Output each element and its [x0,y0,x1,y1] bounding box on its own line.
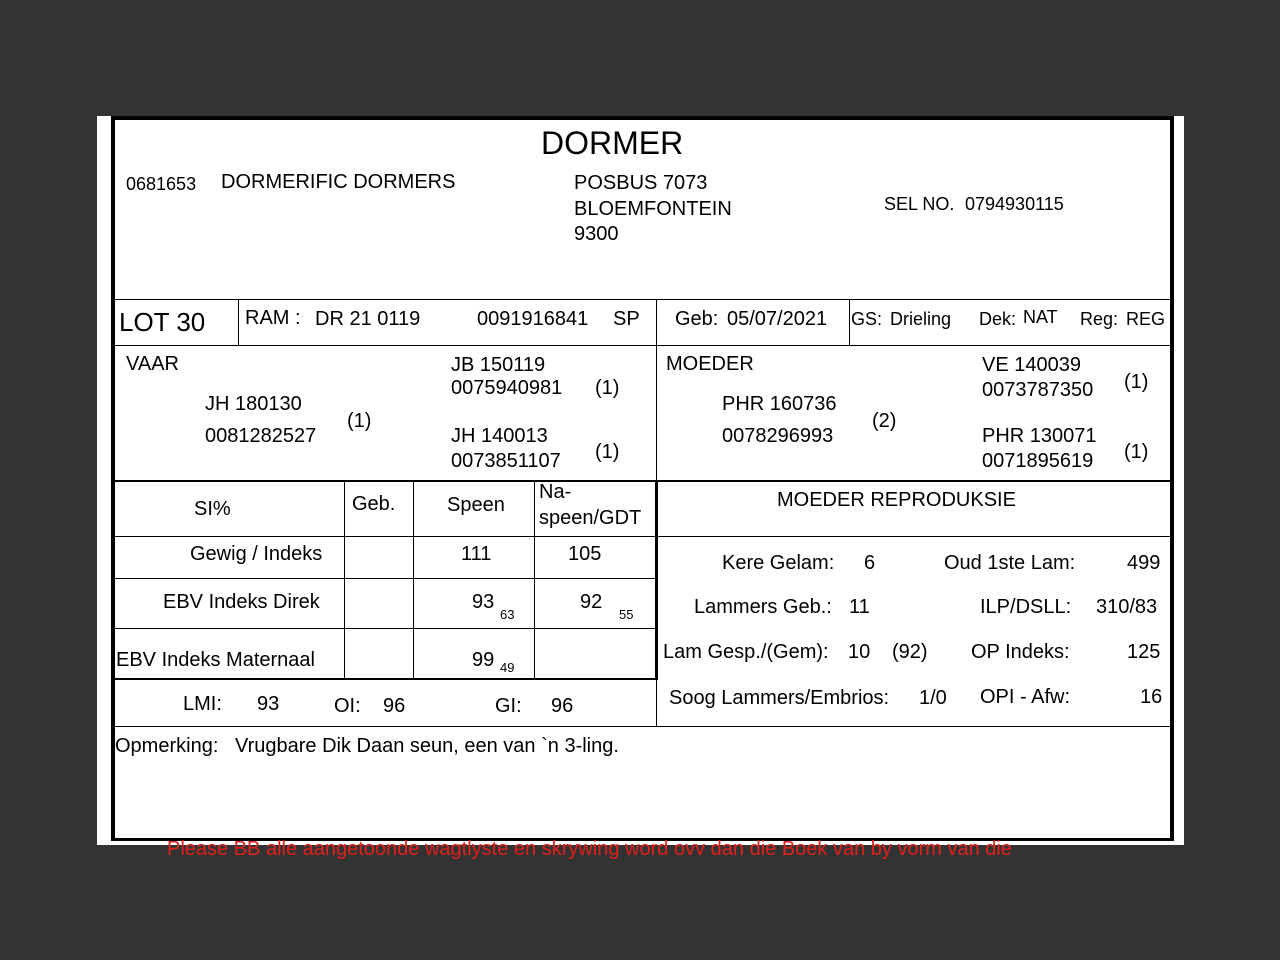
sire-sire-id: JB 150119 [451,354,546,376]
row-direk-speen-accuracy: 63 [500,607,515,622]
divider-pedigree [113,480,1172,482]
naspeen-header-line-1: Na- [539,481,572,503]
si-header: SI% [194,498,231,520]
divider-si-right [655,481,658,680]
birth-date-label: Geb: [675,308,719,330]
ram-label: RAM : [245,307,301,329]
sire-label: VAAR [126,353,179,375]
naspeen-header-line-2: speen/GDT [539,507,642,529]
divider-repro-header [658,536,1172,537]
breeder-name: DORMERIFIC DORMERS [221,171,456,193]
dek-value: NAT [1023,307,1058,327]
lot-label: LOT 30 [119,307,206,337]
divider-remark [113,726,1172,727]
lam-gesp-label: Lam Gesp./(Gem): [663,641,829,663]
sire-dam-id: JH 140013 [451,425,548,447]
row-label-ebv-direk: EBV Indeks Direk [163,591,320,613]
dam-sire-count: (1) [1124,371,1149,393]
opi-afw-label: OPI - Afw: [980,686,1071,708]
sel-no-value: 0794930115 [965,194,1064,214]
dam-dam-id: PHR 130071 [982,425,1097,447]
sire-count: (1) [347,410,372,432]
breeder-number: 0681653 [126,174,197,194]
sire-dam-count: (1) [595,441,620,463]
sire-id: JH 180130 [205,393,302,415]
sel-no-label: SEL NO. [884,194,955,214]
lmi-value: 93 [257,693,280,715]
row-direk-naspeen-accuracy: 55 [619,607,634,622]
divider-lot-ram [238,299,239,346]
kere-gelam-value: 6 [864,552,876,574]
row-gewig-speen: 111 [461,543,492,565]
row-label-gewig: Gewig / Indeks [190,543,323,565]
row-direk-naspeen: 92 [580,591,603,613]
gi-label: GI: [495,695,522,717]
card-border-right [1170,116,1174,840]
address-line-1: POSBUS 7073 [574,172,708,194]
op-indeks-value: 125 [1127,641,1161,663]
row-direk-speen: 93 [472,591,495,613]
soog-value: 1/0 [919,687,947,709]
dam-sire-id: VE 140039 [982,354,1081,376]
remark-text: Vrugbare Dik Daan seun, een van `n 3-ling. [235,735,619,757]
ram-reg-no: 0091916841 [477,308,589,330]
birth-date: 05/07/2021 [727,308,828,330]
dam-sire-reg: 0073787350 [982,379,1094,401]
dam-count: (2) [872,410,897,432]
row-maternaal-speen: 99 [472,649,495,671]
lmi-label: LMI: [183,693,222,715]
divider-row-2 [113,628,656,629]
reg-label: Reg: [1080,309,1119,329]
gi-value: 96 [551,695,574,717]
divider-header [113,299,1172,300]
speen-header: Speen [447,494,505,516]
address-line-3: 9300 [574,223,619,245]
red-footer-note: Please BB alle aangetoonde wagtlyste en skrywing word ovv dan die Boek van by vorm van die [167,838,1012,860]
dam-id: PHR 160736 [722,393,837,415]
ram-id: DR 21 0119 [315,308,421,330]
repro-title: MOEDER REPRODUKSIE [777,489,1016,511]
oi-value: 96 [383,695,406,717]
kere-gelam-label: Kere Gelam: [722,552,835,574]
gs-value: Drieling [890,309,952,329]
divider-col-speen [413,481,414,679]
sire-dam-reg: 0073851107 [451,450,561,472]
ilp-value: 310/83 [1096,596,1158,618]
oi-label: OI: [334,695,361,717]
divider-col-naspeen [534,481,535,679]
sire-sire-count: (1) [595,377,620,399]
geb-header: Geb. [352,493,396,515]
divider-si-bottom [113,678,657,680]
remark-label: Opmerking: [115,735,219,757]
oud-lam-value: 499 [1127,552,1161,574]
sire-sire-reg: 0075940981 [451,377,563,399]
divider-row-1 [113,578,656,579]
lammers-geb-label: Lammers Geb.: [694,596,832,618]
gs-label: GS: [851,309,883,329]
sire-reg: 0081282527 [205,425,317,447]
dam-dam-reg: 0071895619 [982,450,1094,472]
dam-dam-count: (1) [1124,441,1149,463]
lam-gesp-gem: (92) [892,641,928,663]
breed-title: DORMER [541,125,684,161]
row-label-ebv-maternaal: EBV Indeks Maternaal [116,649,315,671]
card-border-left [111,116,115,840]
lammers-geb-value: 11 [849,596,870,618]
divider-col-geb [344,481,345,679]
row-maternaal-speen-accuracy: 49 [500,660,515,675]
dam-reg: 0078296993 [722,425,834,447]
divider-geb-gs [849,299,850,346]
soog-label: Soog Lammers/Embrios: [669,687,890,709]
reg-value: REG [1126,309,1166,329]
catalogue-card [97,116,1184,860]
divider-si-header [113,536,656,537]
row-gewig-naspeen: 105 [568,543,602,565]
oud-lam-label: Oud 1ste Lam: [944,552,1076,574]
dam-label: MOEDER [666,353,754,375]
card-border-top [113,116,1174,120]
dek-label: Dek: [979,309,1017,329]
ram-grade: SP [613,308,640,330]
divider-lot [113,345,1172,346]
address-line-2: BLOEMFONTEIN [574,198,732,220]
op-indeks-label: OP Indeks: [971,641,1070,663]
lam-gesp-value: 10 [848,641,871,663]
ilp-label: ILP/DSLL: [980,596,1072,618]
opi-afw-value: 16 [1140,686,1163,708]
